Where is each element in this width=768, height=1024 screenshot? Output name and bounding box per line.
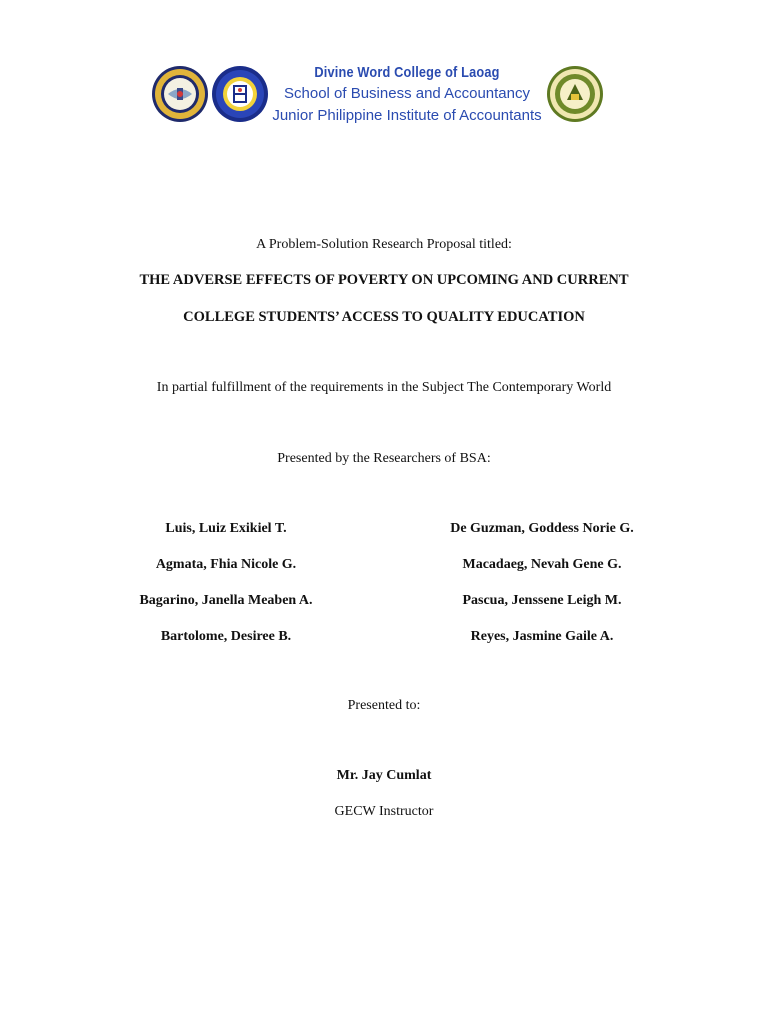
researcher-name: Bagarino, Janella Meaben A.	[139, 593, 313, 608]
proposal-title-line-1: THE ADVERSE EFFECTS OF POVERTY ON UPCOMING AND CURRENT	[139, 272, 629, 288]
institute-name: Junior Philippine Institute of Accountants	[272, 107, 542, 124]
letterhead-text	[262, 62, 552, 127]
researcher-name: Agmata, Fhia Nicole G.	[155, 557, 297, 572]
proposal-intro: A Problem-Solution Research Proposal titled:	[256, 237, 512, 252]
presented-by-label: Presented by the Researchers of BSA:	[277, 451, 491, 466]
researchers-right-column	[412, 520, 672, 664]
college-name: Divine Word College of Laoag	[314, 64, 500, 81]
researcher-name: Macadaeg, Nevah Gene G.	[462, 557, 622, 572]
presented-to-label: Presented to:	[347, 698, 421, 713]
researchers-left-column	[96, 520, 356, 664]
researcher-name: De Guzman, Goddess Norie G.	[450, 521, 634, 536]
college-seal-icon	[150, 64, 210, 124]
instructor-name: Mr. Jay Cumlat	[336, 768, 432, 783]
school-name: School of Business and Accountancy	[284, 85, 530, 102]
proposal-title-line-2: COLLEGE STUDENTS’ ACCESS TO QUALITY EDUCATION	[183, 309, 585, 325]
school-seal-icon	[210, 64, 270, 124]
researcher-name: Bartolome, Desiree B.	[160, 629, 292, 644]
researcher-name: Reyes, Jasmine Gaile A.	[470, 629, 614, 644]
researcher-name: Pascua, Jenssene Leigh M.	[462, 593, 622, 608]
jpia-seal-icon	[545, 64, 605, 124]
letterhead	[0, 60, 768, 130]
instructor-title: GECW Instructor	[334, 804, 434, 819]
fulfillment-statement: In partial fulfillment of the requirements in the Subject The Contemporary World	[156, 380, 612, 395]
researcher-name: Luis, Luiz Exikiel T.	[165, 521, 287, 536]
